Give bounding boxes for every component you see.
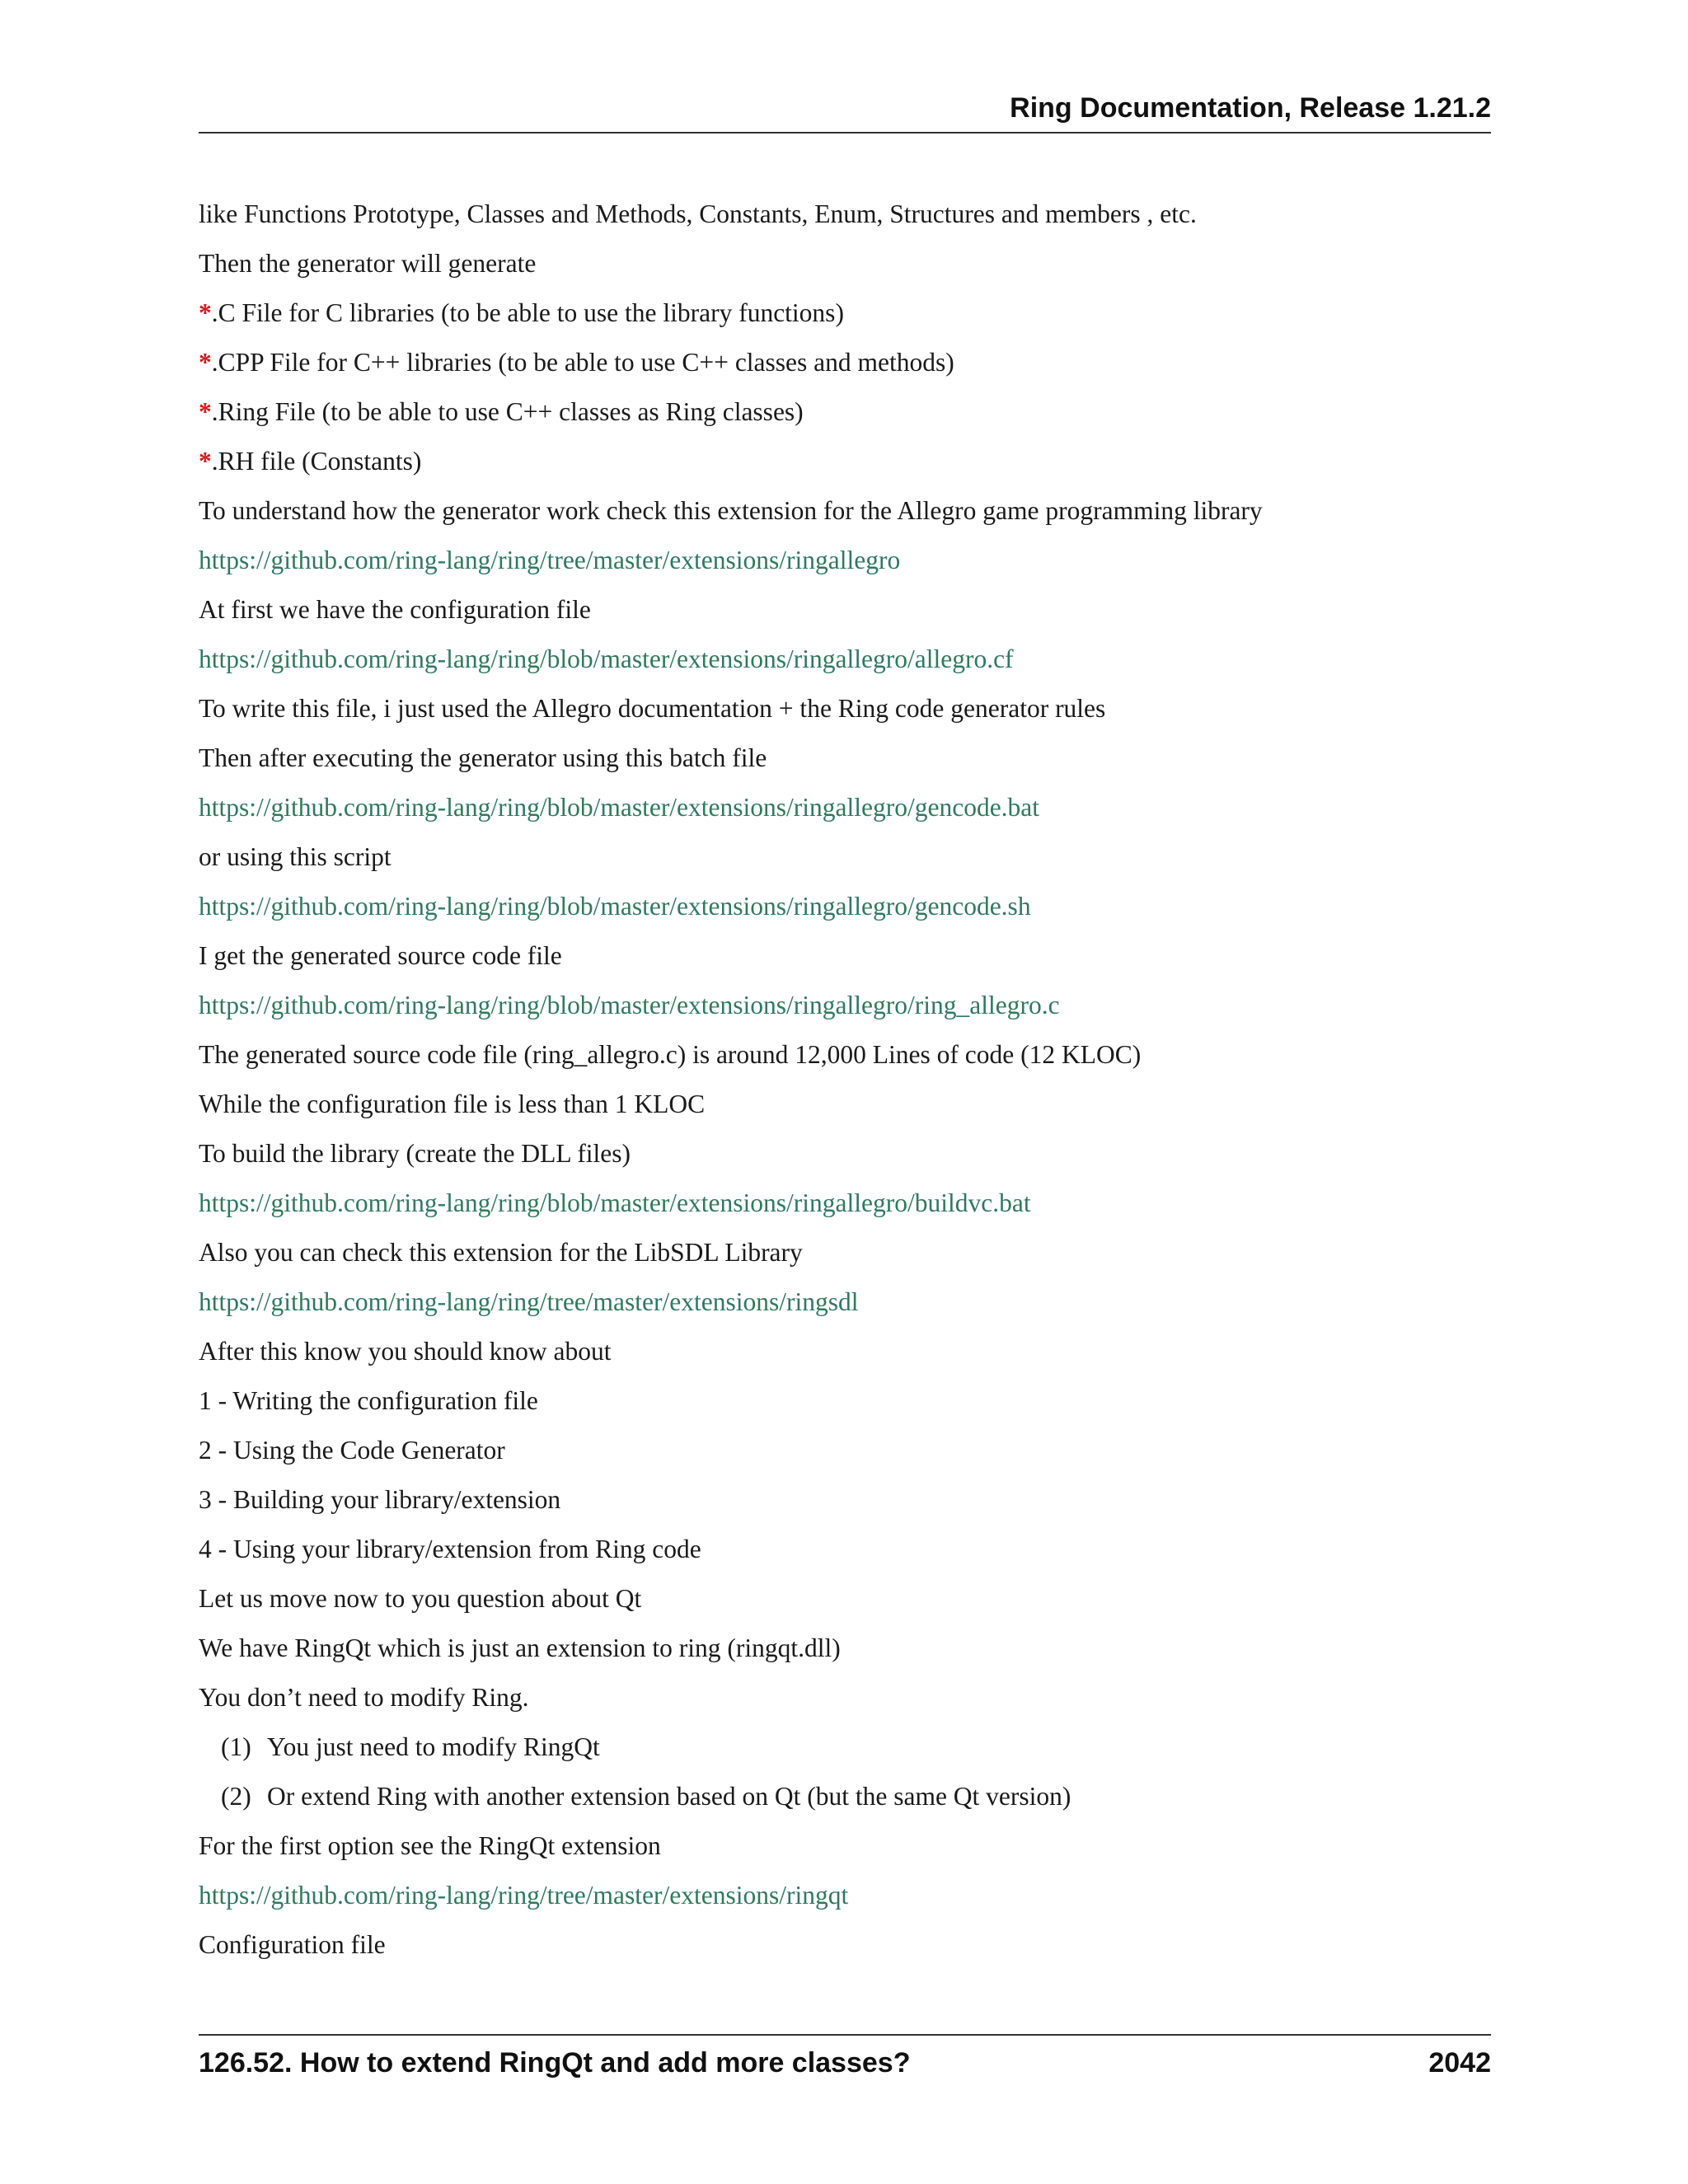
bullet-text: .CPP File for C++ libraries (to be able to use C++ classes and methods) <box>211 348 954 377</box>
link-gencode-sh[interactable]: https://github.com/ring-lang/ring/blob/master/extensions/ringallegro/gencode.sh <box>199 892 1031 921</box>
link-gencode-bat[interactable]: https://github.com/ring-lang/ring/blob/master/extensions/ringallegro/gencode.bat <box>199 793 1040 822</box>
enum-number: (1) <box>221 1732 251 1761</box>
link-line <box>199 791 1491 841</box>
link-ringsdl[interactable]: https://github.com/ring-lang/ring/tree/master/extensions/ringsdl <box>199 1287 859 1316</box>
paragraph: I get the generated source code file <box>199 941 562 970</box>
page-header <box>199 91 1491 134</box>
enum-text: You just need to modify RingQt <box>267 1732 600 1761</box>
bullet-item <box>199 297 1491 346</box>
link-buildvc-bat[interactable]: https://github.com/ring-lang/ring/blob/master/extensions/ringallegro/buildvc.bat <box>199 1188 1031 1217</box>
bullet-item <box>199 445 1491 494</box>
link-line <box>199 1286 1491 1335</box>
bullet-star: * <box>199 298 212 327</box>
link-allegro-cf[interactable]: https://github.com/ring-lang/ring/blob/master/extensions/ringallegro/allegro.cf <box>199 644 1014 673</box>
bullet-item <box>199 396 1491 445</box>
link-ringallegro[interactable]: https://github.com/ring-lang/ring/tree/master/extensions/ringallegro <box>199 546 901 574</box>
enum-number: (2) <box>221 1782 251 1811</box>
link-line <box>199 1187 1491 1236</box>
paragraph: We have RingQt which is just an extension to ring (ringqt.dll) <box>199 1633 841 1662</box>
enumerated-item <box>199 1780 1491 1830</box>
paragraph: To write this file, i just used the Allegro documentation + the Ring code generator rules <box>199 694 1106 723</box>
link-line <box>199 989 1491 1038</box>
paragraph: like Functions Prototype, Classes and Methods, Constants, Enum, Structures and members , etc. <box>199 199 1197 228</box>
paragraph: Then after executing the generator using this batch file <box>199 743 767 772</box>
paragraph: To build the library (create the DLL files) <box>199 1139 631 1168</box>
enumerated-item <box>199 1731 1491 1780</box>
bullet-item <box>199 346 1491 396</box>
bullet-text: .C File for C libraries (to be able to use the library functions) <box>211 298 844 327</box>
paragraph: At first we have the configuration file <box>199 595 591 624</box>
link-line <box>199 544 1491 593</box>
page-footer <box>199 2034 1491 2093</box>
enum-text: Or extend Ring with another extension based on Qt (but the same Qt version) <box>267 1782 1071 1811</box>
bullet-text: .Ring File (to be able to use C++ classes as Ring classes) <box>211 397 804 426</box>
paragraph: While the configuration file is less than 1 KLOC <box>199 1090 706 1118</box>
link-ring-allegro-c[interactable]: https://github.com/ring-lang/ring/blob/master/extensions/ringallegro/ring_allegro.c <box>199 991 1060 1019</box>
bullet-star: * <box>199 447 212 476</box>
paragraph: 4 - Using your library/extension from Ring code <box>199 1535 701 1563</box>
paragraph: Configuration file <box>199 1930 386 1959</box>
bullet-text: .RH file (Constants) <box>211 447 422 476</box>
paragraph: 1 - Writing the configuration file <box>199 1386 538 1415</box>
document-title: Ring Documentation, Release 1.21.2 <box>1010 92 1491 124</box>
link-ringqt[interactable]: https://github.com/ring-lang/ring/tree/master/extensions/ringqt <box>199 1881 849 1910</box>
paragraph: After this know you should know about <box>199 1337 612 1366</box>
paragraph: The generated source code file (ring_allegro.c) is around 12,000 Lines of code (12 KLOC) <box>199 1040 1142 1069</box>
page-content <box>199 198 1491 1978</box>
paragraph: Also you can check this extension for the LibSDL Library <box>199 1238 803 1267</box>
section-title: 126.52. How to extend RingQt and add more classes? <box>199 2047 911 2079</box>
link-line <box>199 643 1491 692</box>
link-line <box>199 1879 1491 1929</box>
paragraph: 3 - Building your library/extension <box>199 1485 561 1514</box>
paragraph: or using this script <box>199 842 392 871</box>
bullet-star: * <box>199 348 212 377</box>
paragraph: 2 - Using the Code Generator <box>199 1436 505 1465</box>
page-number: 2042 <box>1428 2047 1491 2079</box>
paragraph: For the first option see the RingQt extension <box>199 1831 661 1860</box>
paragraph: You don’t need to modify Ring. <box>199 1683 529 1712</box>
paragraph: Then the generator will generate <box>199 249 537 278</box>
bullet-star: * <box>199 397 212 426</box>
paragraph: To understand how the generator work check this extension for the Allegro game programming library <box>199 496 1263 525</box>
link-line <box>199 890 1491 940</box>
paragraph: Let us move now to you question about Qt <box>199 1584 642 1613</box>
